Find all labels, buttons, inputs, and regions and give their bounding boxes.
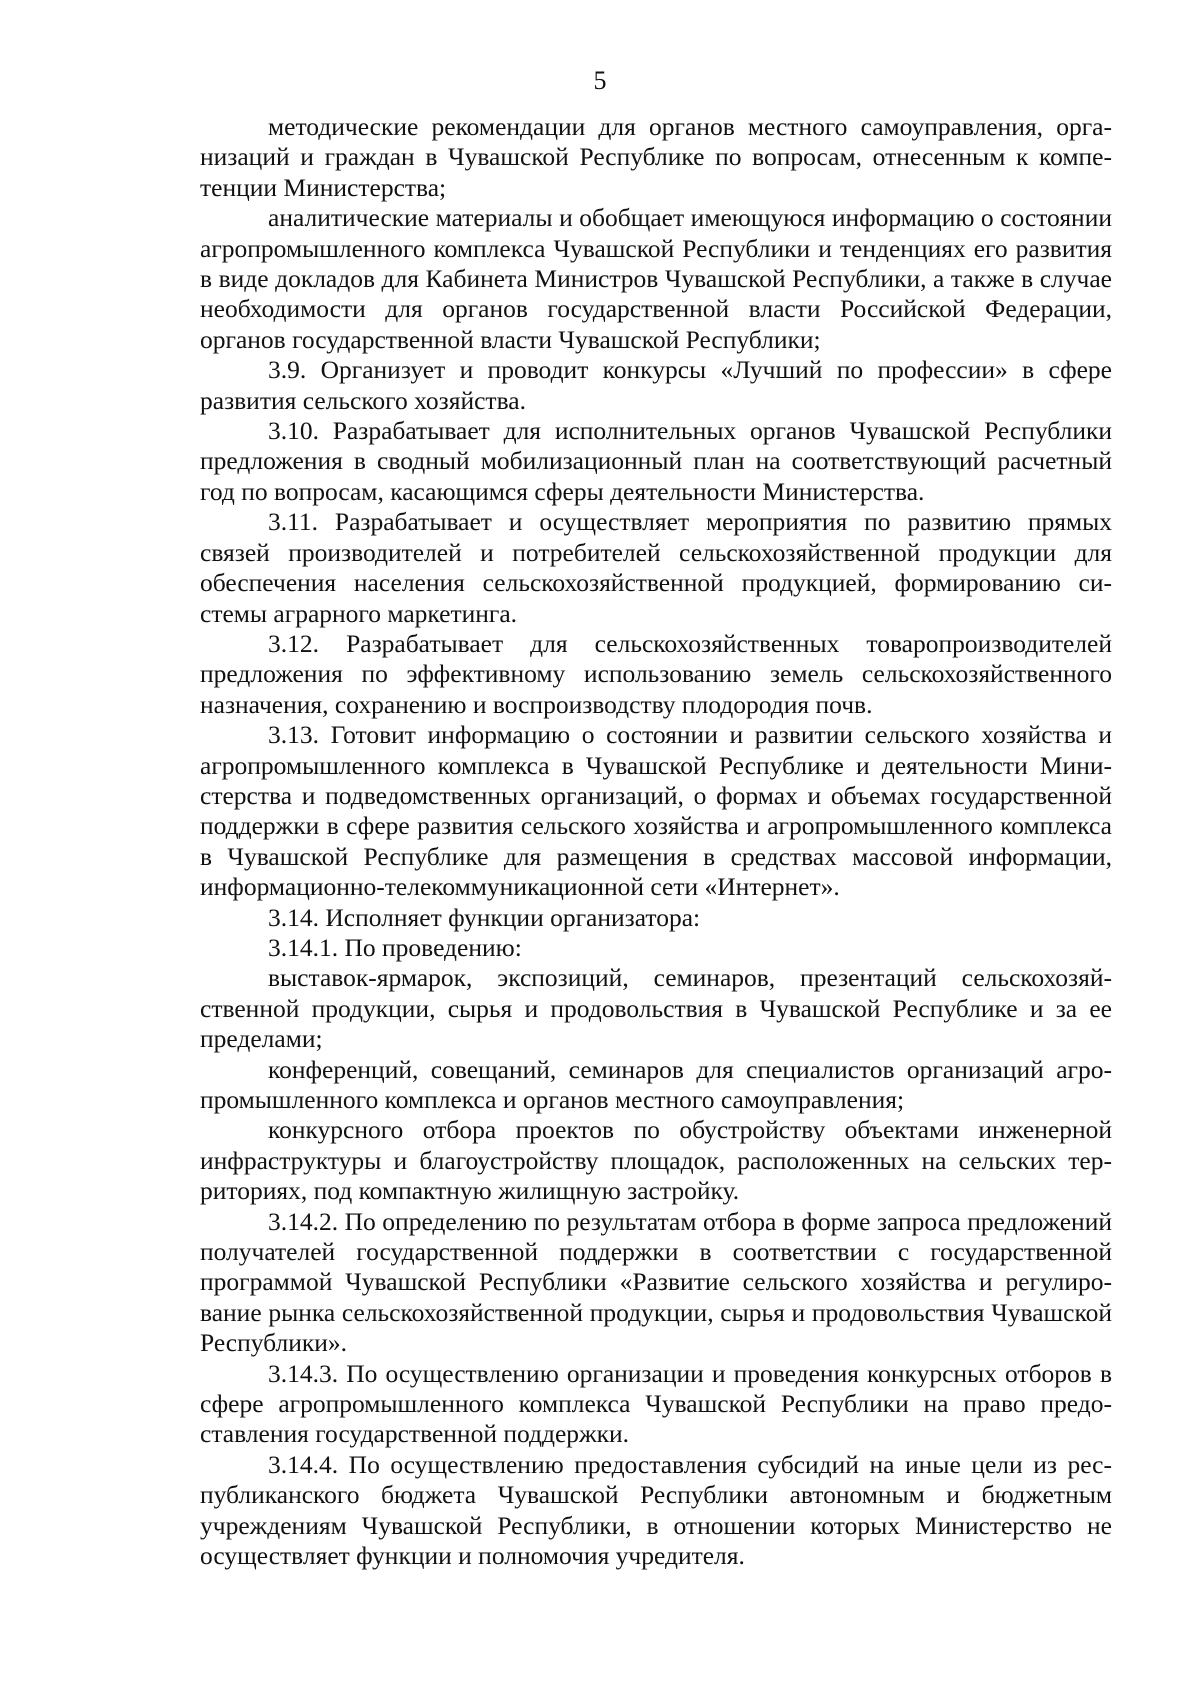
paragraph-methodical-recommendations: методические рекомендации для органов местного самоуправления, организаций и граждан в Чувашской Республике по вопросам, отнесенным к компетенции Министерства; bbox=[200, 112, 1112, 202]
paragraph-3-14-2: 3.14.2. По определению по результатам отбора в форме запроса предложений получателей государственной поддержки в соответствии с государственной программой Чувашской Республики «Развитие сельского хозяйства и регулирование рынка сельскохозяйственной продукции, сырья и продовольствия Чувашской Республики». bbox=[200, 1206, 1112, 1358]
paragraph-competitive-selection: конкурсного отбора проектов по обустройству объектами инженерной инфраструктуры и благоустройству площадок, расположенных на сельских территориях, под компактную жилищную застройку. bbox=[200, 1115, 1112, 1206]
paragraph-3-14-3: 3.14.3. По осуществлению организации и проведения конкурсных отборов в сфере агропромышленного комплекса Чувашской Республики на право предоставления государственной поддержки. bbox=[200, 1358, 1112, 1449]
paragraph-3-14-4: 3.14.4. По осуществлению предоставления субсидий на иные цели из республиканского бюджета Чувашской Республики автономным и бюджетным учреждениям Чувашской Республики, в отношении которых Министерство не осуществляет функции и полномочия учредителя. bbox=[200, 1449, 1112, 1571]
paragraph-3-12: 3.12. Разрабатывает для сельскохозяйственных товаропроизводителей предложения по эффективному использованию земель сельскохозяйственного назначения, сохранению и воспроизводству плодородия почв. bbox=[200, 628, 1112, 719]
paragraph-3-10: 3.10. Разрабатывает для исполнительных органов Чувашской Республики предложения в сводный мобилизационный план на соответствующий расчетный год по вопросам, касающимся сферы деятельности Министерства. bbox=[200, 416, 1112, 506]
paragraph-3-9: 3.9. Организует и проводит конкурсы «Лучший по профессии» в сфере развития сельского хозяйства. bbox=[200, 355, 1112, 415]
paragraph-3-14-1: 3.14.1. По проведению: bbox=[268, 932, 522, 962]
paragraph-3-14: 3.14. Исполняет функции организатора: bbox=[268, 902, 701, 932]
paragraph-3-11: 3.11. Разрабатывает и осуществляет мероприятия по развитию прямых связей производителей и потребителей сельскохозяйственной продукции для обеспечения населения сельскохозяйственной продукцией, формированию системы аграрного маркетинга. bbox=[200, 507, 1112, 628]
page-number: 5 bbox=[593, 66, 607, 95]
paragraph-conferences: конференций, совещаний, семинаров для специалистов организаций агропромышленного комплекса и органов местного самоуправления; bbox=[200, 1054, 1112, 1114]
paragraph-analytical-materials: аналитические материалы и обобщает имеющуюся информацию о состоянии агропромышленного комплекса Чувашской Республики и тенденциях его развития в виде докладов для Кабинета Министров Чувашской Республики, а также в случае необходимости для органов государственной власти Российской Федерации, органов государственной власти Чувашской Республики; bbox=[200, 203, 1112, 354]
paragraph-3-13: 3.13. Готовит информацию о состоянии и развитии сельского хозяйства и агропромышленного комплекса в Чувашской Республике и деятельности Министерства и подведомственных организаций, о формах и объемах государственной поддержки в сфере развития сельского хозяйства и агропромышленного комплекса в Чувашской Республике для размещения в средствах массовой информации, информационно-телекоммуникационной сети «Интернет». bbox=[200, 720, 1112, 902]
paragraph-exhibitions: выставок-ярмарок, экспозиций, семинаров, презентаций сельскохозяйственной продукции, сырья и продовольствия в Чувашской Республике и за ее пределами; bbox=[200, 963, 1112, 1054]
document-body bbox=[200, 112, 1112, 1572]
